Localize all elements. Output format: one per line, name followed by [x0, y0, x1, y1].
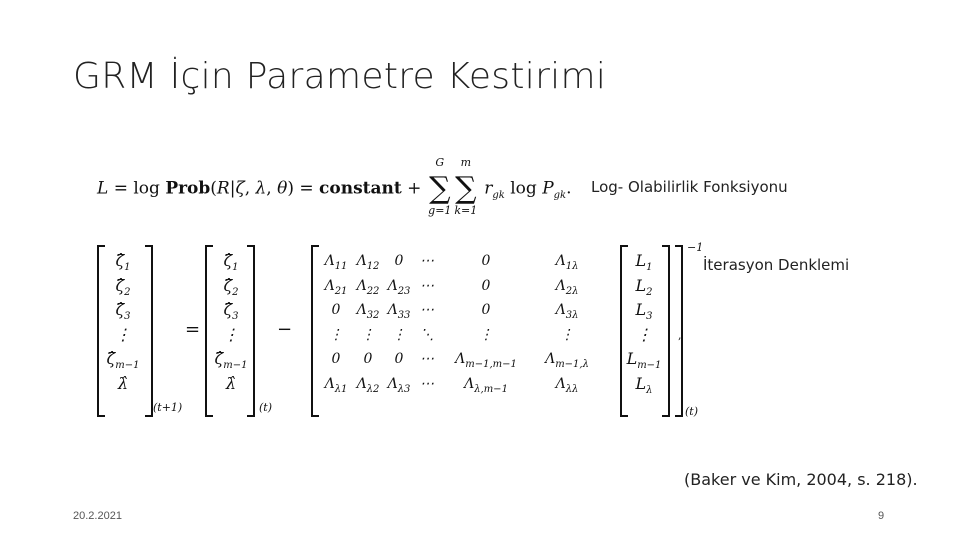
log-likelihood-equation: L = log Prob(R|ζ, λ, θ) = constant + G ∑ g=1 m ∑ k=1 $r_{gk}$ $\log P_{gk}$. — [97, 156, 572, 217]
slide-title: GRM İçin Parametre Kestirimi — [73, 56, 607, 97]
iteration-label: İterasyon Denklemi — [703, 256, 850, 274]
gradient-vector: $L_1$ $L_2$ $L_3$ ⋮ $L_{m-1}$ $L_\lambda$ , — [620, 245, 690, 425]
citation: (Baker ve Kim, 2004, s. 218). — [684, 470, 918, 489]
page-number: 9 — [878, 510, 885, 522]
iteration-equation: $\zetâ_1$ $\zetâ_2$ $\zetâ_3$ ⋮ $\zetâ_{m-1}$ λ̂ (t+1) = $\zetâ_1$ $\zetâ_2$ $\zetâ_3$ ⋮ $\zetâ_{m-1}$ λ̂ (t) − $\Lambda_{11}$ $\Lambda_{12}$ 0 ⋯ 0 $\Lambda_{1\lambda}$ $\Lambda_{21}$ $\Lambda_{22}$ $\Lambda_{23}$ ⋯ 0 $\Lambda_{2\lambda}$ 0 $\Lambda_{32}$ $\Lambda_{33}$ ⋯ 0 $\Lambda_{3\lambda}$ ⋮ ⋮ ⋮ ⋱ ⋮ ⋮ 0 0 0 ⋯ $\Lambda_{m-1,m-1}$ $\Lambda_{m-1,\lambda}$ $\Lambda_{\lambda 1}$ $\Lambda_{\lambda 2}$ $\Lambda_{\lambda 3}$ ⋯ $\Lambda_{\lambda,m-1}$ $\Lambda_{\lambda\lambda}$ −1 (t) — [95, 245, 695, 425]
log-likelihood-label: Log- Olabilirlik Fonksiyonu — [591, 178, 788, 196]
footer-date: 20.2.2021 — [73, 510, 122, 522]
